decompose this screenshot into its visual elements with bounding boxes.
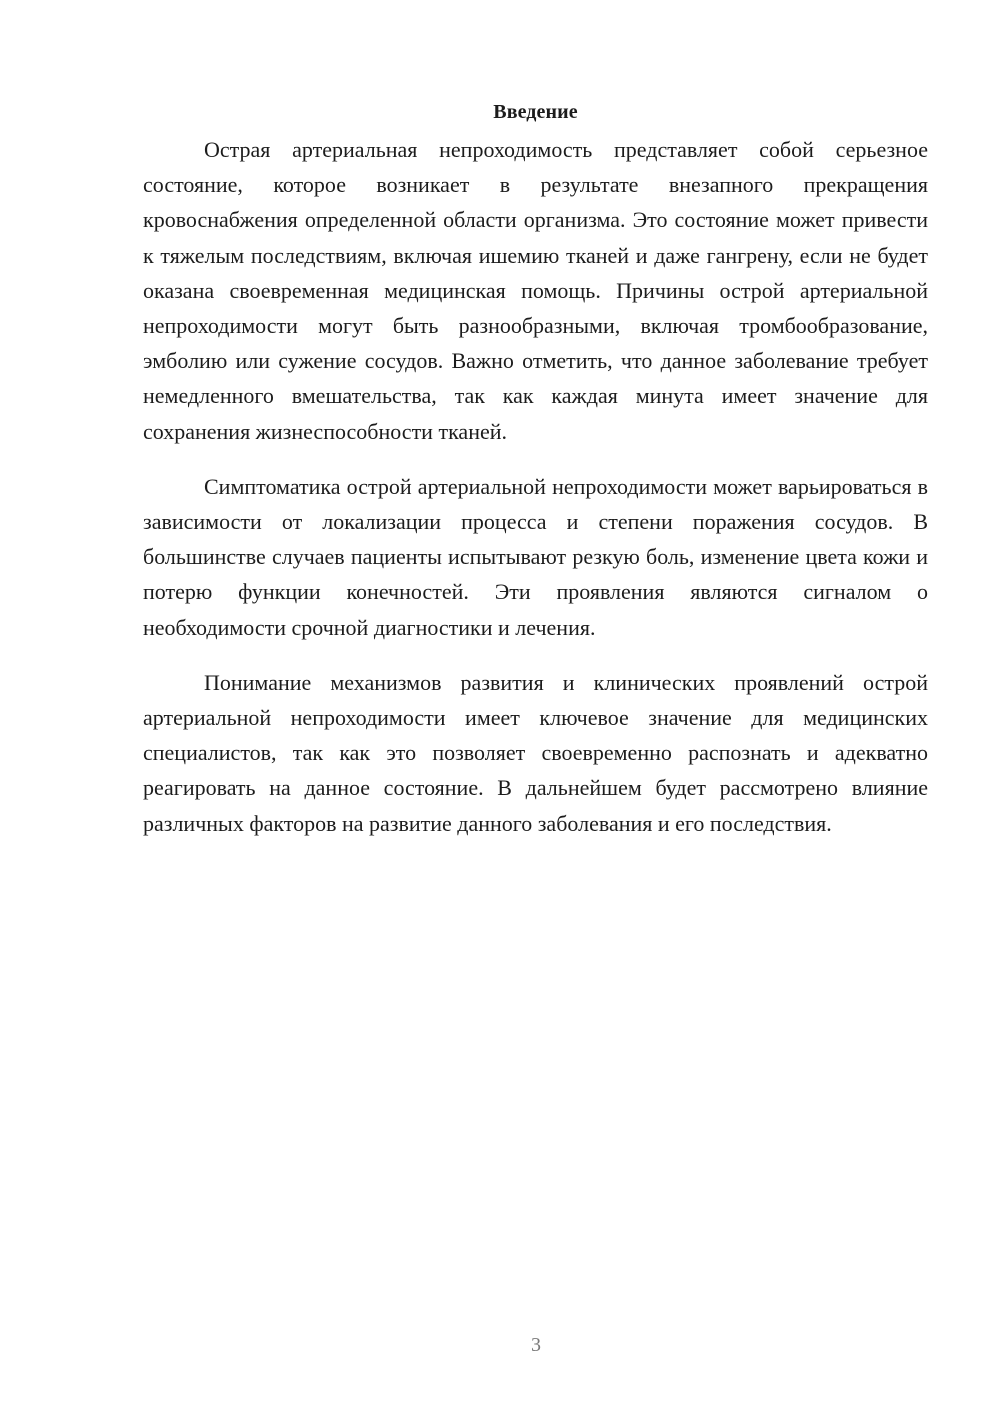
paragraph-2: Симптоматика острой артериальной непроходимости может варьироваться в зависимости от локализации процесса и степени поражения сосудов. В большинстве случаев пациенты испытывают резкую боль, изменение цвета кожи и потерю функции конечностей. Эти проявления являются сигналом о необходимости срочной диагностики и лечения.: [143, 473, 928, 640]
page-content: [143, 98, 928, 841]
paragraph-3: Понимание механизмов развития и клинических проявлений острой артериальной непроходимости имеет ключевое значение для медицинских специалистов, так как это позволяет своевременно распознать и адекватно реагировать на данное состояние. В дальнейшем будет рассмотрено влияние различных факторов на развитие данного заболевания и его последствия.: [143, 669, 928, 836]
paragraph-1: Острая артериальная непроходимость представляет собой серьезное состояние, которое возникает в результате внезапного прекращения кровоснабжения определенной области организма. Это состояние может привести к тяжелым последствиям, включая ишемию тканей и даже гангрену, если не будет оказана своевременная медицинская помощь. Причины острой артериальной непроходимости могут быть разнообразными, включая тромбообразование, эмболию или сужение сосудов. Важно отметить, что данное заболевание требует немедленного вмешательства, так как каждая минута имеет значение для сохранения жизнеспособности тканей.: [143, 137, 928, 444]
section-heading: Введение: [493, 101, 578, 123]
page-number: 3: [531, 1334, 541, 1356]
